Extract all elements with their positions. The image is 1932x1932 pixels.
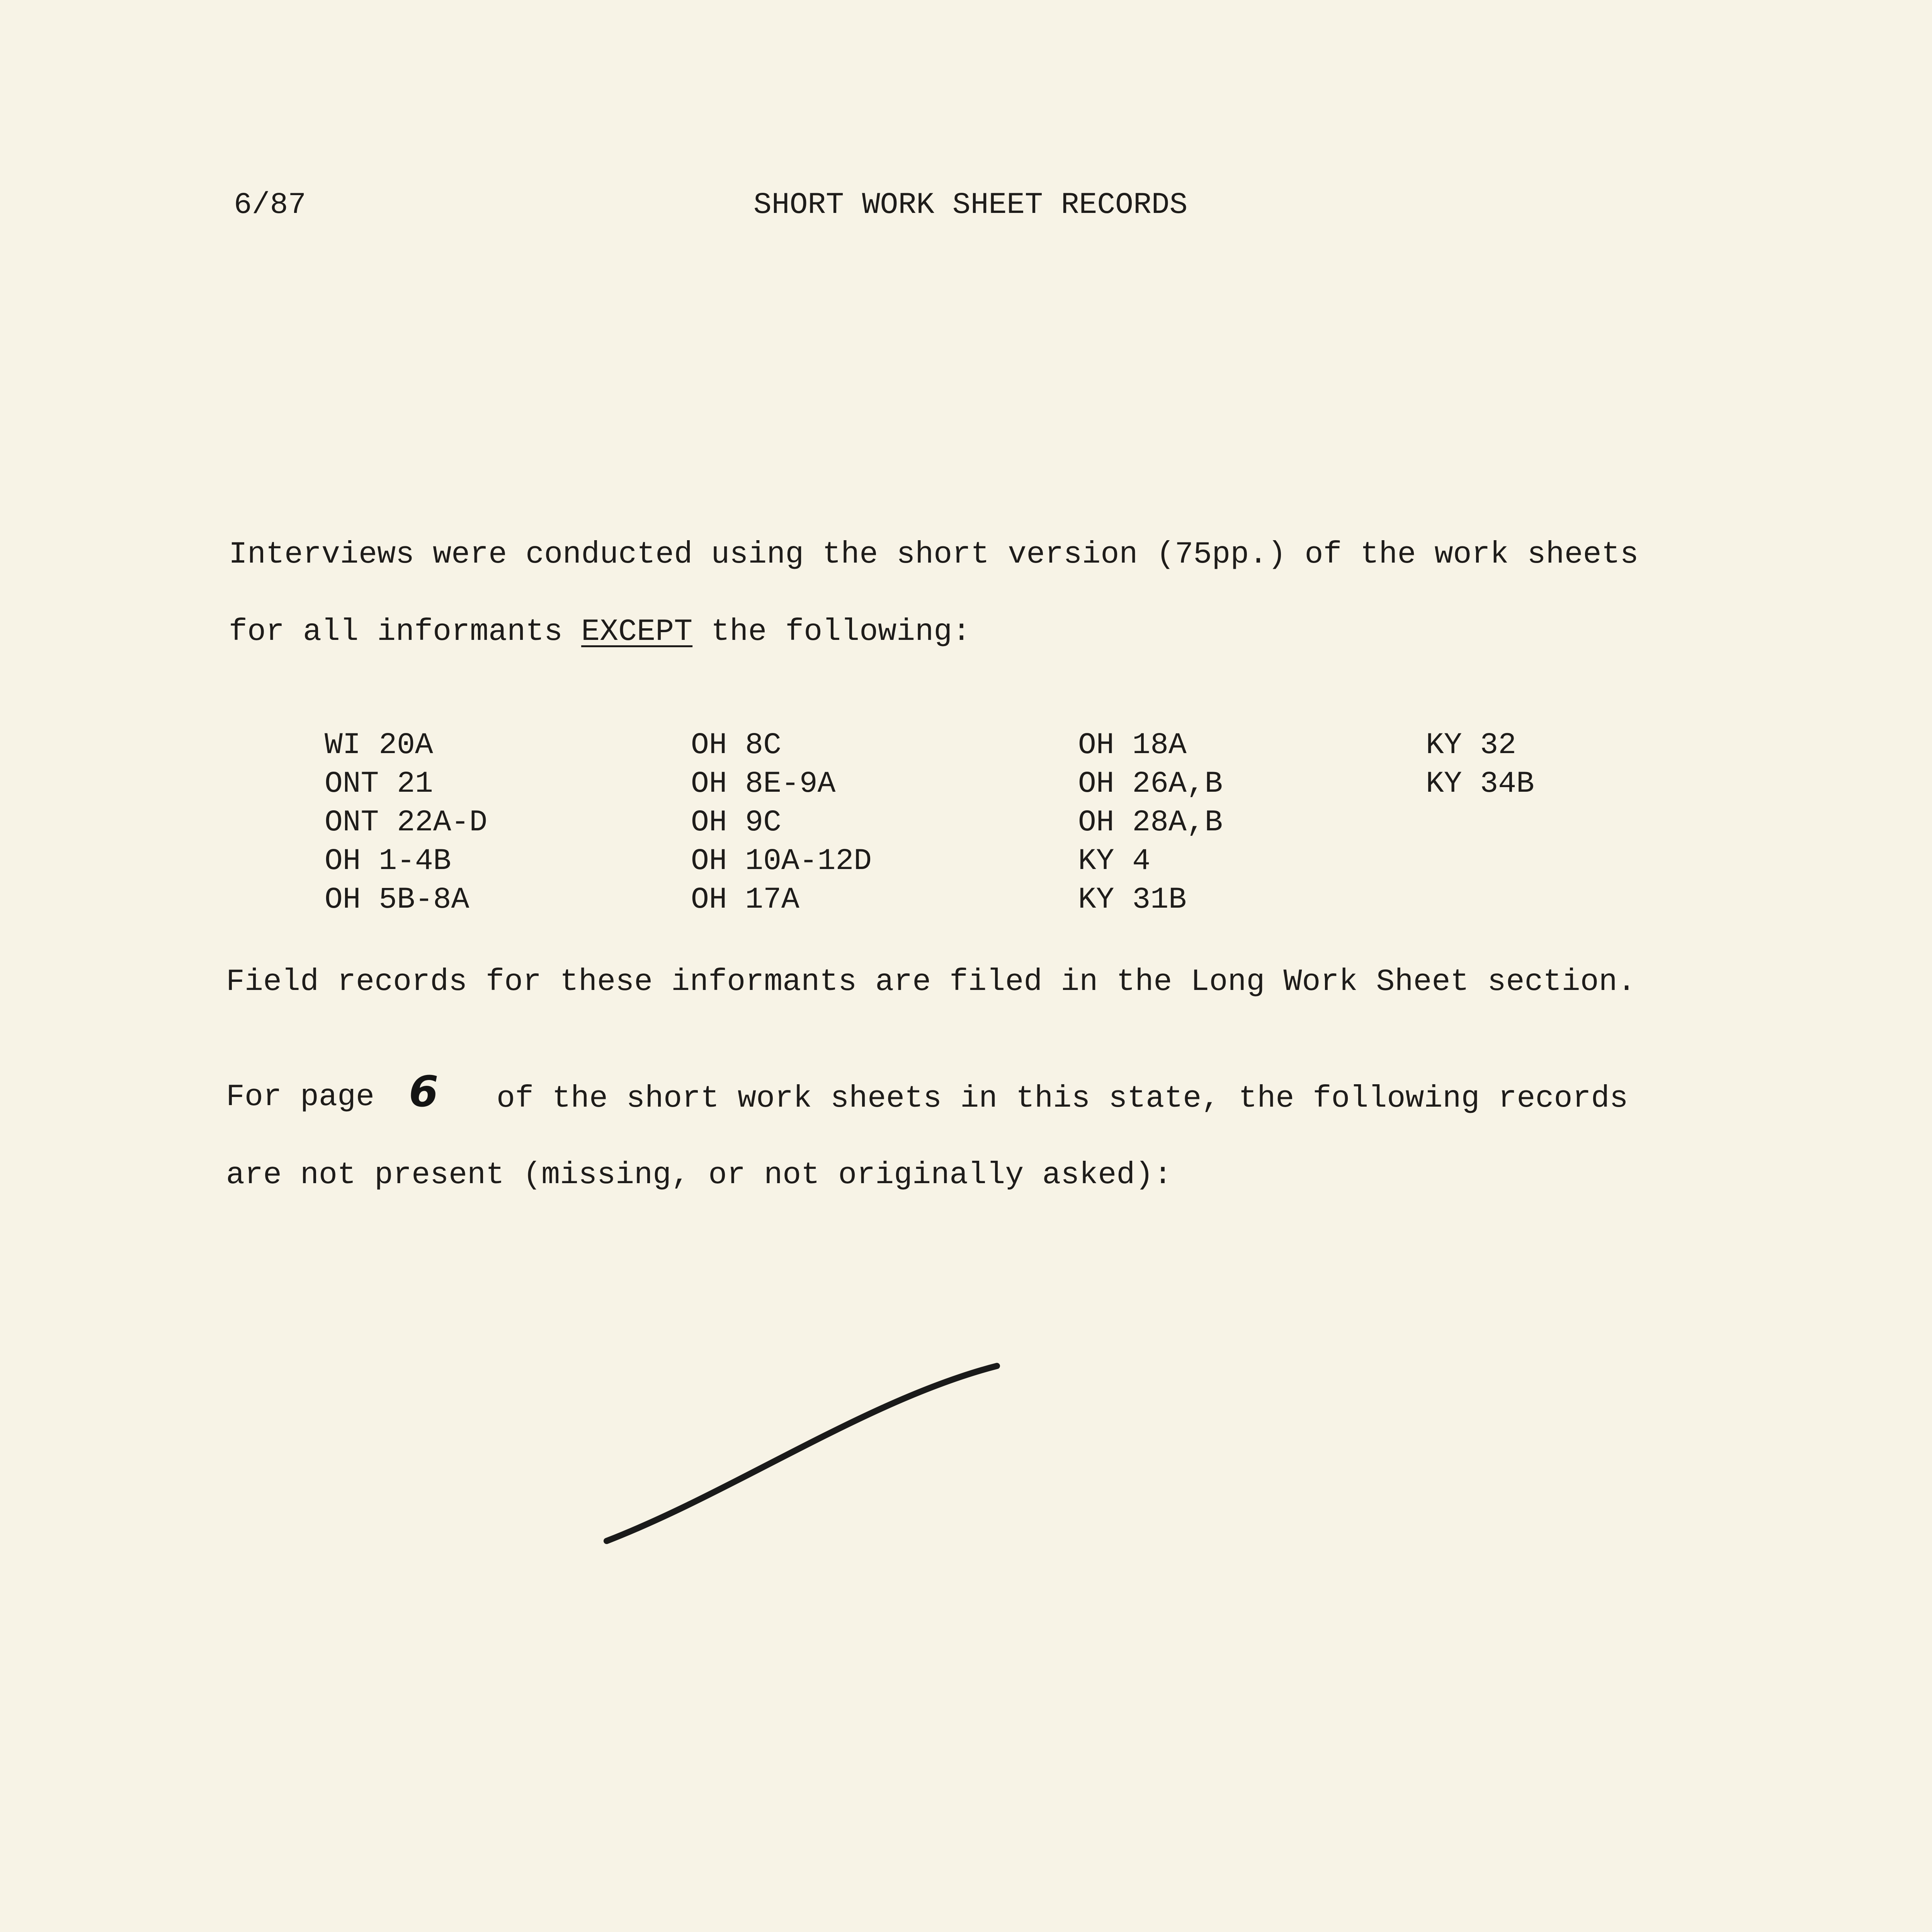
informant-entry: KY 34B — [1426, 767, 1534, 801]
informant-entry: OH 8E-9A — [691, 767, 836, 801]
informant-entry: KY 4 — [1078, 844, 1151, 878]
intro-prefix: for all informants — [229, 614, 582, 650]
page-note-line-2: are not present (missing, or not originally asked): — [226, 1158, 1172, 1193]
informant-entry: KY 32 — [1426, 728, 1517, 762]
document-date: 6/87 — [234, 188, 306, 222]
page-note-suffix: of the short work sheets in this state, the following records — [497, 1081, 1628, 1116]
informant-entry: OH 18A — [1078, 728, 1187, 762]
informant-entry: OH 5B-8A — [325, 883, 469, 917]
informant-entry: OH 28A,B — [1078, 806, 1223, 840]
informant-entry: WI 20A — [325, 728, 433, 762]
informant-entry: OH 9C — [691, 806, 782, 840]
field-records-note: Field records for these informants are filed in the Long Work Sheet section. — [226, 964, 1636, 1000]
informant-entry: OH 8C — [691, 728, 782, 762]
informant-entry: ONT 21 — [325, 767, 433, 801]
page-note-prefix: For page — [226, 1080, 375, 1115]
informant-entry: OH 10A-12D — [691, 844, 872, 878]
except-emphasis: EXCEPT — [581, 614, 693, 650]
informant-entry: ONT 22A-D — [325, 806, 488, 840]
intro-line-1: Interviews were conducted using the short version (75pp.) of the work sheets — [229, 537, 1639, 572]
informant-entry: OH 17A — [691, 883, 799, 917]
informant-entry: OH 1-4B — [325, 844, 451, 878]
intro-suffix: the following: — [692, 614, 971, 650]
handwritten-page-number: 6 — [409, 1067, 439, 1116]
informant-entry: OH 26A,B — [1078, 767, 1223, 801]
informant-entry: KY 31B — [1078, 883, 1187, 917]
document-title: SHORT WORK SHEET RECORDS — [753, 188, 1188, 222]
